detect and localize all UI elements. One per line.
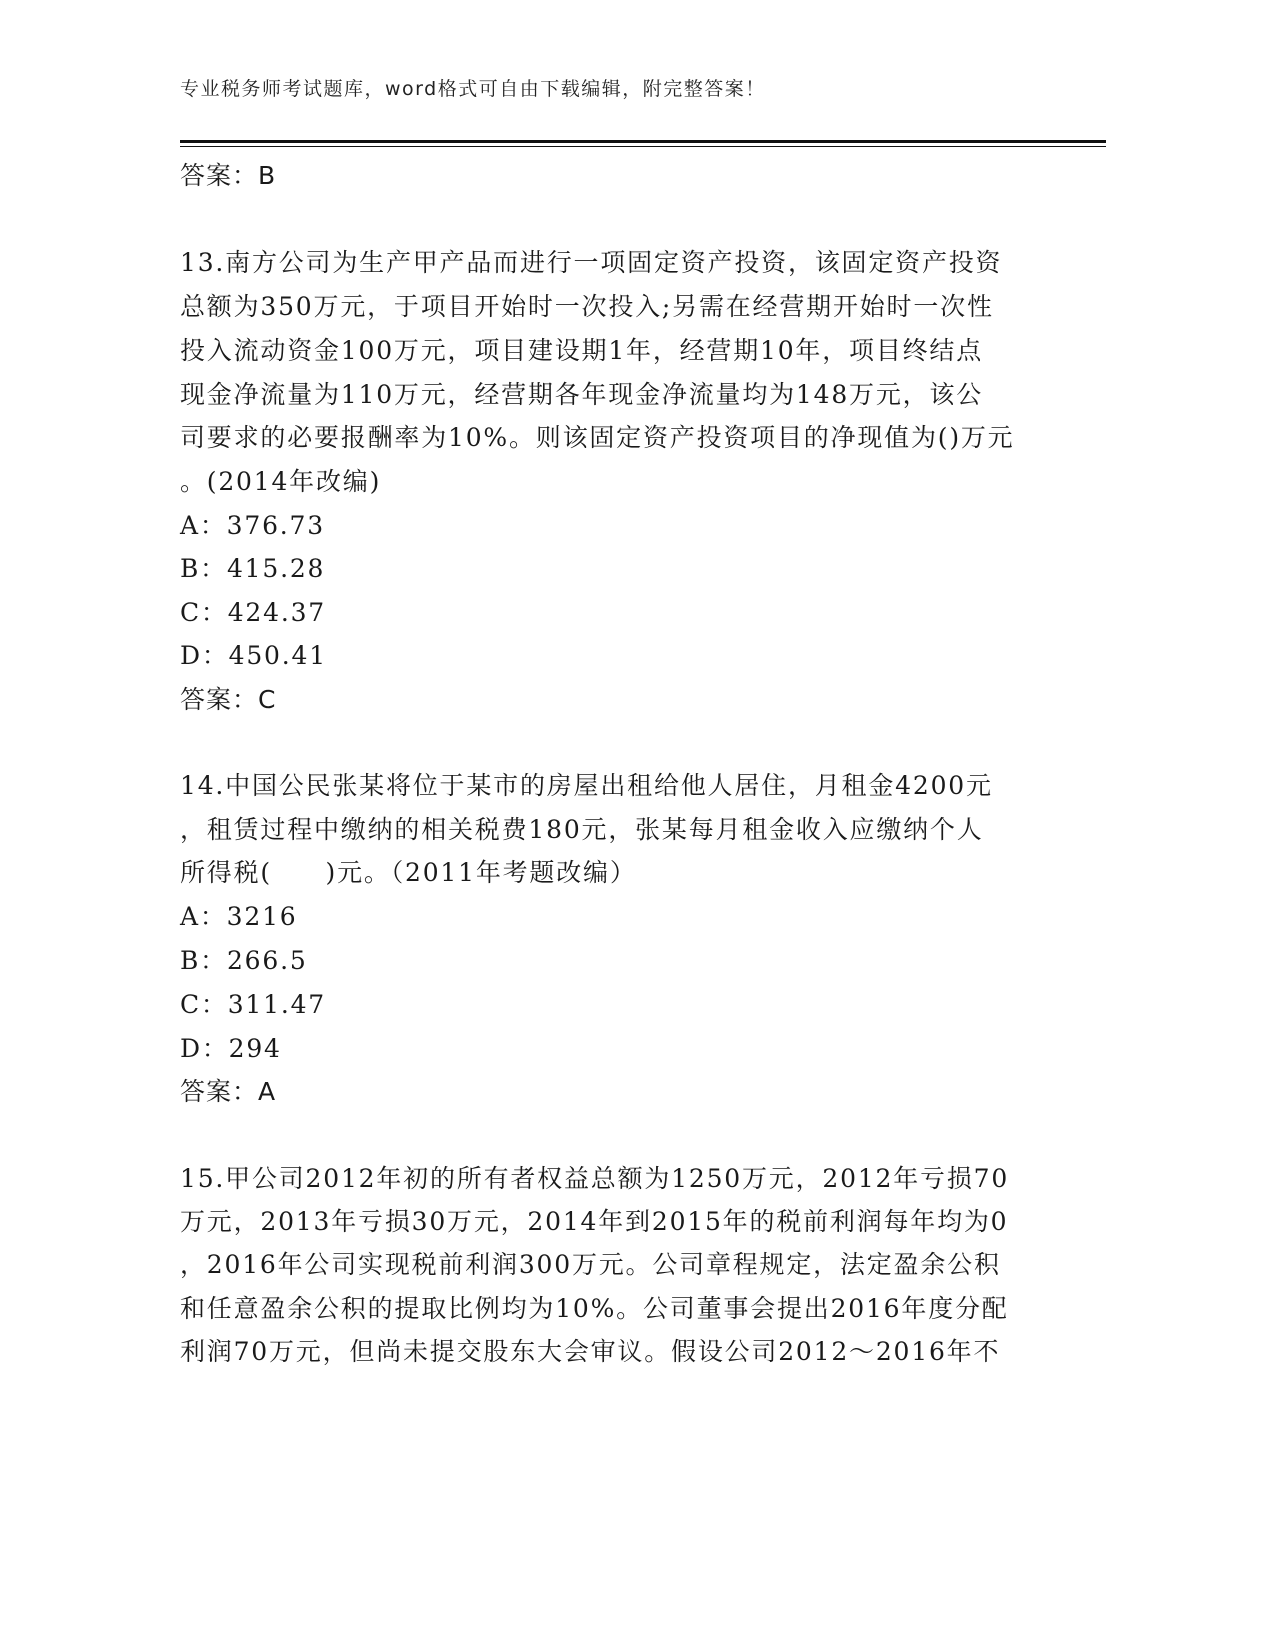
option-b: B：266.5 [180,946,308,975]
option-d: D：294 [180,1034,282,1063]
answer-q14: 答案：A [180,1077,277,1106]
header-divider-thick [180,140,1106,143]
question-text-line: 现金净流量为110万元，经营期各年现金净流量均为148万元，该公 [180,380,984,409]
question-text-line: 投入流动资金100万元，项目建设期1年，经营期10年，项目终结点 [180,336,984,365]
option-c: C：311.47 [180,990,327,1019]
option-b: B：415.28 [180,554,326,583]
option-c: C：424.37 [180,598,327,627]
question-text-line: 14.中国公民张某将位于某市的房屋出租给他人居住，月租金4200元 [180,771,993,800]
answer-q13: 答案：C [180,685,277,714]
question-text-line: ，租赁过程中缴纳的相关税费180元，张某每月租金收入应缴纳个人 [180,815,984,844]
page-header: 专业税务师考试题库，word格式可自由下载编辑，附完整答案！ [180,78,766,100]
question-text-line: 15.甲公司2012年初的所有者权益总额为1250万元，2012年亏损70 [180,1164,1010,1193]
question-text-line: 总额为350万元，于项目开始时一次投入;另需在经营期开始时一次性 [180,292,994,321]
question-text-line: 万元，2013年亏损30万元，2014年到2015年的税前利润每年均为0 [180,1207,1009,1236]
answer-q12: 答案：B [180,161,277,190]
option-a: A：3216 [180,902,298,931]
question-text-line: 利润70万元，但尚未提交股东大会审议。假设公司2012～2016年不 [180,1337,1001,1366]
option-a: A：376.73 [180,511,325,540]
header-divider-thin [180,146,1106,147]
option-d: D：450.41 [180,641,327,670]
question-text-line: 。(2014年改编) [180,467,382,496]
question-text-line: 和任意盈余公积的提取比例均为10%。公司董事会提出2016年度分配 [180,1294,1009,1323]
question-text-line: 13.南方公司为生产甲产品而进行一项固定资产投资，该固定资产投资 [180,248,1003,277]
question-text-line: ，2016年公司实现税前利润300万元。公司章程规定，法定盈余公积 [180,1250,1001,1279]
question-text-line: 所得税( )元。（2011年考题改编） [180,858,637,887]
question-text-line: 司要求的必要报酬率为10%。则该固定资产投资项目的净现值为()万元 [180,423,1015,452]
